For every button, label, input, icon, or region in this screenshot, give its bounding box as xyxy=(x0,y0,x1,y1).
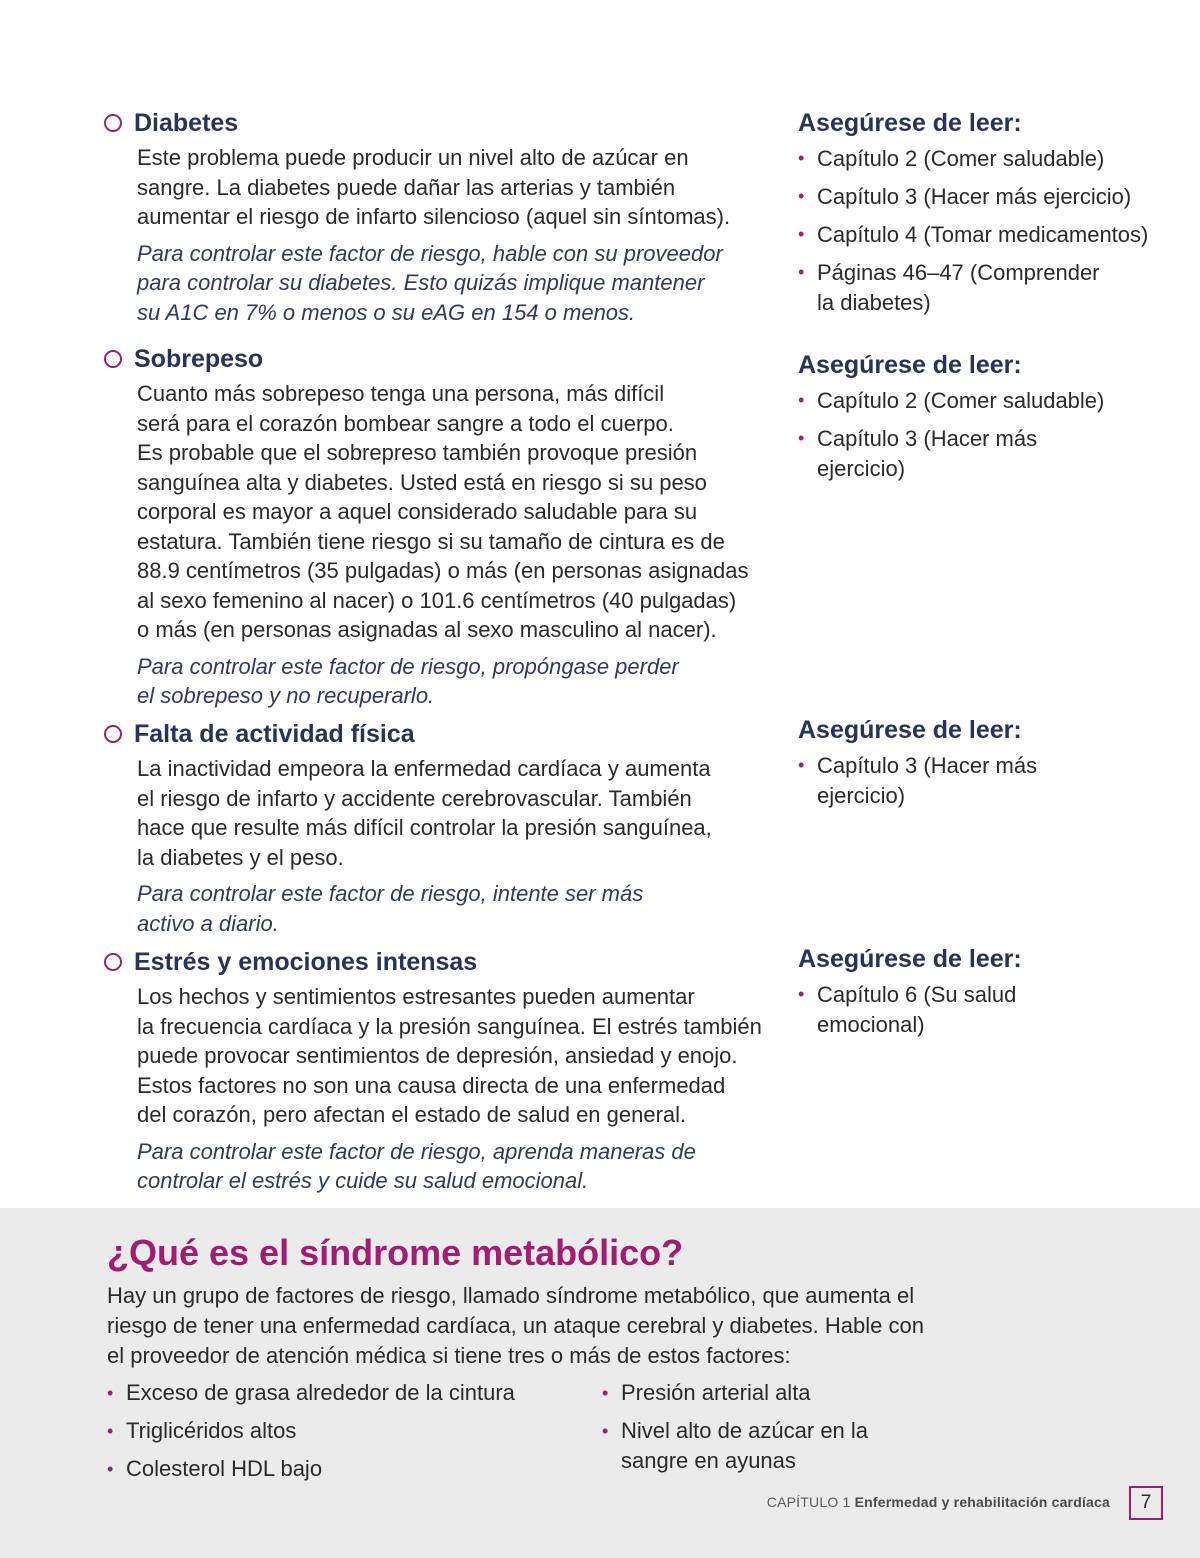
bullet-icon: • xyxy=(602,1383,609,1403)
factor-main xyxy=(104,108,776,327)
factor-main xyxy=(104,947,776,1196)
factor-title: Diabetes xyxy=(134,108,239,137)
bullet-icon: • xyxy=(798,186,805,206)
read-list xyxy=(798,144,1168,317)
bullet-icon: • xyxy=(798,390,805,410)
read-item xyxy=(798,386,1168,416)
footer-chapter-name: Enfermedad y rehabilitación cardíaca xyxy=(854,1494,1110,1510)
read-item xyxy=(798,144,1168,174)
bullet-icon: • xyxy=(602,1421,609,1441)
checkbox-circle-icon[interactable] xyxy=(104,725,122,743)
read-item xyxy=(798,220,1168,250)
metabolic-intro: Hay un grupo de factores de riesgo, llamado síndrome metabólico, que aumenta el riesgo de tener una enfermedad cardíaca, un ataque cerebral y diabetes. Hable con el proveedor de atención médica si tiene tres o más de estos factores: xyxy=(107,1283,924,1368)
read-item-text: Capítulo 6 (Su salud emocional) xyxy=(817,982,1017,1037)
bullet-icon: • xyxy=(798,755,805,775)
read-item xyxy=(798,258,1168,317)
bullet-icon: • xyxy=(107,1459,114,1479)
bullet-icon: • xyxy=(798,428,805,448)
metabolic-item-text: Presión arterial alta xyxy=(621,1380,811,1405)
read-item xyxy=(798,182,1168,212)
read-box xyxy=(798,108,1168,326)
read-list xyxy=(798,751,1168,810)
metabolic-item-text: Triglicéridos altos xyxy=(126,1418,297,1443)
metabolic-item xyxy=(602,1416,868,1476)
read-item-text: Capítulo 3 (Hacer más ejercicio) xyxy=(817,426,1038,481)
read-box xyxy=(798,944,1168,1048)
factor-heading-row xyxy=(104,719,776,749)
read-item-text: Capítulo 3 (Hacer más ejercicio) xyxy=(817,184,1132,209)
factor-description: Este problema puede producir un nivel alto de azúcar en sangre. La diabetes puede dañar las arterias y también aumentar el riesgo de infarto silencioso (aquel sin síntomas). xyxy=(137,145,731,229)
factor-main xyxy=(104,719,776,938)
factor-description: Los hechos y sentimientos estresantes pueden aumentar la frecuencia cardíaca y la presión sanguínea. El estrés también puede provocar sentimientos de depresión, ansiedad y enojo. Estos factores no son una causa directa de una enfermedad del corazón, pero afectan el estado de salud en general. xyxy=(137,984,762,1127)
read-item xyxy=(798,751,1168,810)
metabolic-item-text: Exceso de grasa alrededor de la cintura xyxy=(126,1380,515,1405)
metabolic-item-text: Nivel alto de azúcar en la sangre en ayunas xyxy=(621,1418,869,1473)
bullet-icon: • xyxy=(107,1421,114,1441)
factor-heading-row xyxy=(104,108,776,138)
factor-tip: Para controlar este factor de riesgo, aprenda maneras de controlar el estrés y cuide su salud emocional. xyxy=(137,1138,696,1193)
page-number: 7 xyxy=(1129,1486,1163,1520)
read-item-text: Capítulo 4 (Tomar medicamentos) xyxy=(817,222,1149,247)
factor-main xyxy=(104,344,776,711)
read-heading: Asegúrese de leer: xyxy=(798,351,1022,379)
read-item-text: Capítulo 2 (Comer saludable) xyxy=(817,388,1105,413)
bullet-icon: • xyxy=(798,262,805,282)
read-box xyxy=(798,350,1168,492)
factor-title: Sobrepeso xyxy=(134,344,264,373)
metabolic-item xyxy=(107,1416,515,1446)
factor-description: La inactividad empeora la enfermedad cardíaca y aumenta el riesgo de infarto y accidente cerebrovascular. También hace que resulte más difícil controlar la presión sanguínea, la diabetes y el peso. xyxy=(137,756,712,870)
metabolic-item-text: Colesterol HDL bajo xyxy=(126,1456,323,1481)
footer-chapter-label: CAPÍTULO 1 xyxy=(766,1494,851,1510)
read-heading: Asegúrese de leer: xyxy=(798,945,1022,973)
metabolic-item xyxy=(602,1378,868,1408)
bullet-icon: • xyxy=(107,1383,114,1403)
read-item-text: Páginas 46–47 (Comprender la diabetes) xyxy=(817,260,1100,315)
read-heading: Asegúrese de leer: xyxy=(798,716,1022,744)
checkbox-circle-icon[interactable] xyxy=(104,953,122,971)
metabolic-item xyxy=(107,1454,515,1484)
factor-title: Estrés y emociones intensas xyxy=(134,947,478,976)
factor-tip: Para controlar este factor de riesgo, propóngase perder el sobrepeso y no recuperarlo. xyxy=(137,653,679,708)
factor-title: Falta de actividad física xyxy=(134,719,415,748)
checkbox-circle-icon[interactable] xyxy=(104,114,122,132)
factor-tip: Para controlar este factor de riesgo, intente ser más activo a diario. xyxy=(137,881,644,936)
read-heading: Asegúrese de leer: xyxy=(798,109,1022,137)
factor-description: Cuanto más sobrepeso tenga una persona, más difícil será para el corazón bombear sangre a todo el cuerpo. Es probable que el sobrepreso también provoque presión sanguínea alta y diabetes. Usted está en riesgo si su peso corporal es mayor a aquel considerado saludable para su estatura. También tiene riesgo si su tamaño de cintura es de 88.9 centímetros (35 pulgadas) o más (en personas asignadas al sexo femenino al nacer) o 101.6 centímetros (40 pulgadas) o más (en personas asignadas al sexo masculino al nacer). xyxy=(137,381,749,642)
factor-heading-row xyxy=(104,947,776,977)
bullet-icon: • xyxy=(798,984,805,1004)
read-list xyxy=(798,980,1168,1039)
read-list xyxy=(798,386,1168,483)
metabolic-list-right xyxy=(602,1378,868,1484)
read-item-text: Capítulo 3 (Hacer más ejercicio) xyxy=(817,753,1038,808)
read-box xyxy=(798,715,1168,819)
checkbox-circle-icon[interactable] xyxy=(104,350,122,368)
page-footer xyxy=(767,1494,1110,1510)
read-item xyxy=(798,424,1168,483)
metabolic-list-left xyxy=(107,1378,515,1492)
read-item xyxy=(798,980,1168,1039)
bullet-icon: • xyxy=(798,148,805,168)
bullet-icon: • xyxy=(798,224,805,244)
factor-heading-row xyxy=(104,344,776,374)
metabolic-title: ¿Qué es el síndrome metabólico? xyxy=(107,1232,684,1273)
metabolic-item xyxy=(107,1378,515,1408)
factor-tip: Para controlar este factor de riesgo, hable con su proveedor para controlar su diabetes. Esto quizás implique mantener su A1C en 7% o menos o su eAG en 154 o menos. xyxy=(137,240,723,325)
read-item-text: Capítulo 2 (Comer saludable) xyxy=(817,146,1105,171)
